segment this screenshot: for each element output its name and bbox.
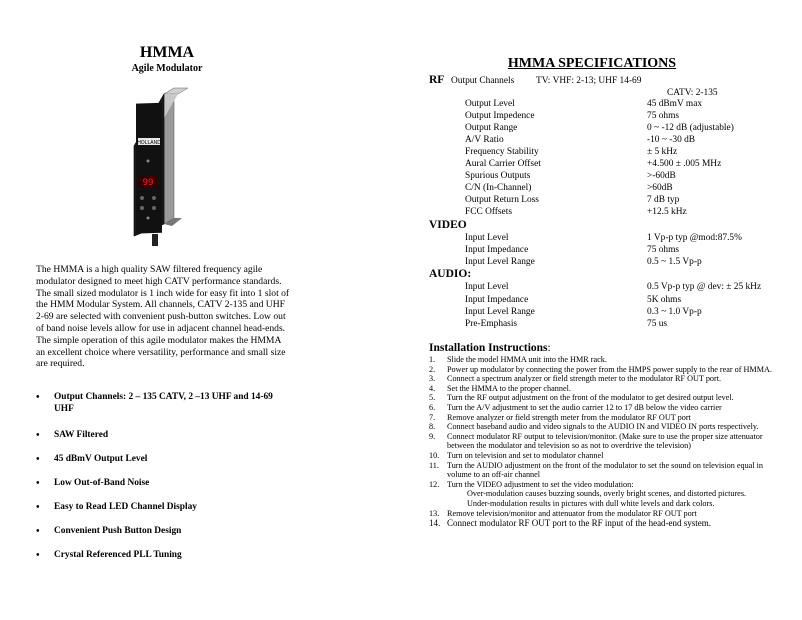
- spec-value: 0 ~ -12 dB (adjustable): [647, 123, 734, 133]
- video-section-label: VIDEO: [429, 219, 467, 231]
- step-text: Connect modulator RF OUT port to the RF input of the head-end system.: [447, 518, 712, 529]
- spec-label: Spurious Outputs: [465, 171, 531, 181]
- modulator-illustration: [126, 86, 226, 246]
- spec-value: +12.5 kHz: [647, 207, 687, 217]
- step-text: Connect baseband audio and video signals to the AUDIO IN and VIDEO IN ports respectively.: [447, 422, 759, 432]
- output-channels-catv: CATV: 2-135: [667, 88, 718, 98]
- spec-value: 75 us: [647, 319, 668, 329]
- installation-title-colon: :: [547, 342, 551, 354]
- spec-value: 75 ohms: [647, 111, 680, 121]
- step-item: [429, 413, 781, 423]
- step-item: [429, 461, 781, 480]
- spec-label: C/N (In-Channel): [465, 183, 532, 193]
- spec-label: Frequency Stability: [465, 147, 539, 157]
- feature-item: • Crystal Referenced PLL Tuning: [36, 550, 276, 562]
- step-number: 10.: [429, 450, 440, 460]
- brand-label: HOLLAND: [137, 140, 161, 146]
- spec-label: Output Impedence: [465, 111, 535, 121]
- spec-label: Input Level Range: [465, 257, 535, 267]
- step-text: Remove television/monitor and attenuator from the modulator RF OUT port: [447, 508, 697, 518]
- step-item: [429, 451, 781, 461]
- step-item: [429, 393, 781, 403]
- installation-steps: [429, 355, 781, 529]
- feature-item: • Convenient Push Button Design: [36, 526, 276, 538]
- step-item: [429, 519, 781, 529]
- step-number: 11.: [429, 460, 439, 470]
- feature-item: • Low Out-of-Band Noise: [36, 478, 276, 490]
- step-text: Turn on television and set to modulator channel: [447, 450, 604, 460]
- step-text: Connect a spectrum analyzer or field strength meter to the modulator RF OUT port.: [447, 374, 722, 384]
- step-number: 7.: [429, 412, 436, 422]
- step-text: Set the HMMA to the proper channel.: [447, 383, 571, 393]
- spec-value: >60dB: [647, 183, 673, 193]
- step-text: Turn the RF output adjustment on the front of the modulator to get desired output level.: [447, 393, 734, 403]
- step-number: 13.: [429, 508, 440, 518]
- step-text: Connect modulator RF output to television/monitor. (Make sure to use the proper size attenuator between the modulator and television so as not to overdrive the television): [447, 431, 763, 451]
- spec-label: A/V Ratio: [465, 135, 504, 145]
- spec-label: Output Return Loss: [465, 195, 539, 205]
- spec-label: Input Level Range: [465, 307, 535, 317]
- step-number: 1.: [429, 355, 436, 364]
- spec-label: Output Level: [465, 99, 515, 109]
- led-display: 99: [142, 178, 154, 188]
- step-text: Slide the model HMMA unit into the HMR rack.: [447, 355, 607, 364]
- step-number: 2.: [429, 364, 436, 374]
- product-description: The HMMA is a high quality SAW filtered frequency agile modulator designed to meet high CATV performance standards. The small sized modulator is 1 inch wide for easy fit into 1 slot of the HMM Modular System. All channels, CATV 2-135 and UHF 2-69 are selected with convenient push-button switches. Low out of band noise levels allow for use in adjacent channel head-ends. The simple operation of this agile modulator makes the HMMA an excellent choice where versatility, performance and small size are required.: [36, 264, 290, 370]
- step-number: 4.: [429, 383, 436, 393]
- feature-item: • Output Channels: 2 – 135 CATV, 2 –13 UHF and 14-69 UHF: [36, 392, 276, 415]
- step-subnote: Under-modulation results in pictures with dull white levels and dark colors.: [467, 498, 715, 508]
- feature-item: • SAW Filtered: [36, 430, 276, 442]
- audio-section-label: AUDIO:: [429, 268, 472, 280]
- feature-item: • 45 dBmV Output Level: [36, 454, 276, 466]
- spec-label: Output Range: [465, 123, 518, 133]
- product-subtitle: Agile Modulator: [131, 63, 203, 74]
- installation-title-text: Installation Instructions: [429, 342, 548, 354]
- rf-section-label: RF: [429, 74, 445, 86]
- step-item: [429, 365, 781, 375]
- spec-value: +4.500 ± .005 MHz: [647, 159, 722, 169]
- output-channels-value: TV: VHF: 2-13; UHF 14-69: [536, 76, 642, 86]
- spec-value: 0.5 ~ 1.5 Vp-p: [647, 257, 702, 267]
- step-text: Turn the VIDEO adjustment to set the video modulation:: [447, 479, 634, 489]
- spec-value: ± 5 kHz: [647, 147, 678, 157]
- output-channels-label: Output Channels: [451, 76, 515, 86]
- spec-value: 45 dBmV max: [647, 99, 703, 109]
- spec-label: FCC Offsets: [465, 207, 512, 217]
- product-image: [126, 86, 226, 246]
- step-number: 8.: [429, 422, 436, 432]
- step-text: Turn the A/V adjustment to set the audio carrier 12 to 17 dB below the video carrier: [447, 402, 722, 412]
- step-item: [429, 480, 781, 509]
- spec-label: Input Level: [465, 233, 509, 243]
- step-item: [429, 403, 781, 413]
- step-item: [429, 355, 781, 365]
- step-item: [429, 374, 781, 384]
- spec-value: -10 ~ -30 dB: [647, 135, 696, 145]
- step-text: Remove analyzer or field strength meter from the modulator RF OUT port: [447, 412, 691, 422]
- spec-label: Input Level: [465, 282, 509, 292]
- spec-value: 5K ohms: [647, 295, 682, 305]
- specs-title: HMMA SPECIFICATIONS: [507, 56, 677, 71]
- step-number: 5.: [429, 393, 436, 403]
- spec-label: Input Impedance: [465, 245, 529, 255]
- step-number: 3.: [429, 374, 436, 384]
- spec-value: >-60dB: [647, 171, 676, 181]
- installation-title: [429, 342, 551, 354]
- step-item: [429, 422, 781, 432]
- step-text: Turn the AUDIO adjustment on the front of the modulator to set the sound on television equal in volume to an off-air channel: [447, 460, 764, 480]
- spec-value: 75 ohms: [647, 245, 680, 255]
- spec-label: Input Impedance: [465, 295, 529, 305]
- spec-label: Pre-Emphasis: [465, 319, 518, 329]
- feature-item: • Easy to Read LED Channel Display: [36, 502, 276, 514]
- step-text: Power up modulator by connecting the power from the HMPS power supply to the rear of HMMA.: [447, 364, 772, 374]
- spec-value: 1 Vp-p typ @mod:87.5%: [647, 233, 742, 243]
- spec-value: 0.5 Vp-p typ @ dev: ± 25 kHz: [647, 282, 762, 292]
- step-item: [429, 384, 781, 394]
- step-number: 6.: [429, 402, 436, 412]
- step-item: [429, 509, 781, 519]
- step-number: 9.: [429, 431, 436, 441]
- product-title: HMMA: [139, 44, 195, 61]
- step-item: [429, 432, 781, 451]
- step-number: 12.: [429, 479, 440, 489]
- spec-label: Aural Carrier Offset: [465, 159, 541, 169]
- step-subnote: Over-modulation causes buzzing sounds, overly bright scenes, and distorted pictures.: [467, 489, 747, 499]
- spec-value: 0.3 ~ 1.0 Vp-p: [647, 307, 702, 317]
- spec-value: 7 dB typ: [647, 195, 680, 205]
- step-number: 14.: [429, 518, 441, 529]
